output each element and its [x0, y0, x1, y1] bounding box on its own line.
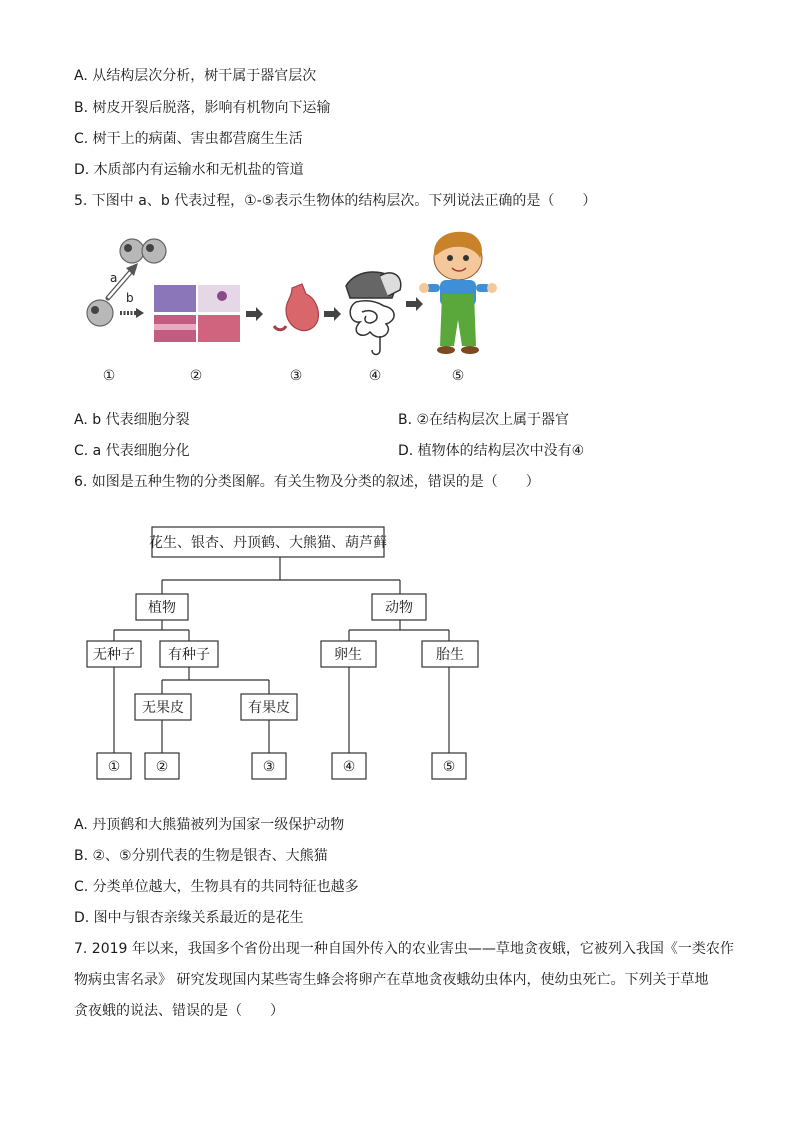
- q6-classification-diagram: [80, 520, 500, 790]
- node-viviparous: 胎生: [436, 647, 464, 663]
- q5-label-3: ③: [289, 368, 303, 384]
- node-no-seed: 无种子: [93, 647, 135, 663]
- leaf-2: ②: [155, 759, 169, 775]
- q6-stem: 6. 如图是五种生物的分类图解。有关生物及分类的叙述，错误的是（ ）: [74, 474, 540, 490]
- arrow-a-label: a: [110, 271, 118, 285]
- q5-label-5: ⑤: [451, 368, 465, 384]
- node-root: 花生、银杏、丹顶鹤、大熊猫、葫芦藓: [149, 535, 387, 551]
- q5-option-c: C. a 代表细胞分化: [74, 443, 190, 459]
- q6-option-d: D. 图中与银杏亲缘关系最近的是花生: [74, 910, 304, 926]
- q5-label-4: ④: [368, 368, 382, 384]
- node-no-pericarp: 无果皮: [142, 700, 184, 716]
- q6-option-c: C. 分类单位越大，生物具有的共同特征也越多: [74, 879, 359, 895]
- node-animals: 动物: [385, 600, 413, 616]
- q5-option-b: B. ②在结构层次上属于器官: [398, 412, 570, 428]
- q6-option-b: B. ②、⑤分别代表的生物是银杏、大熊猫: [74, 848, 328, 864]
- q4-option-c: C. 树干上的病菌、害虫都营腐生生活: [74, 131, 303, 147]
- leaf-5: ⑤: [442, 759, 456, 775]
- cell-icon: [87, 300, 113, 326]
- stomach-icon: [286, 284, 318, 331]
- q5-option-d: D. 植物体的结构层次中没有④: [398, 443, 585, 459]
- q5-label-1: ①: [102, 368, 116, 384]
- q7-line-2: 物病虫害名录》 研究发现国内某些寄生蜂会将卵产在草地贪夜蛾幼虫体内，使幼虫死亡。下列关于草地: [74, 972, 709, 988]
- node-plants: 植物: [148, 600, 176, 616]
- q4-option-d: D. 木质部内有运输水和无机盐的管道: [74, 162, 304, 178]
- q7-line-1: 7. 2019 年以来，我国多个省份出现一种自国外传入的农业害虫——草地贪夜蛾，它被列入我国《一类农作: [74, 941, 734, 957]
- q4-option-b: B. 树皮开裂后脱落，影响有机物向下运输: [74, 100, 331, 116]
- leaf-4: ④: [342, 759, 356, 775]
- node-seed: 有种子: [168, 647, 210, 663]
- two-cells-icon: [120, 239, 166, 263]
- digestive-system-icon: [346, 272, 401, 355]
- q5-label-2: ②: [189, 368, 203, 384]
- q5-option-a: A. b 代表细胞分裂: [74, 412, 190, 428]
- leaf-3: ③: [262, 759, 276, 775]
- q5-figure: [80, 228, 500, 368]
- node-oviparous: 卵生: [334, 647, 362, 663]
- q7-line-3: 贪夜蛾的说法、错误的是（ ）: [74, 1003, 284, 1019]
- node-pericarp: 有果皮: [248, 700, 290, 716]
- q6-option-a: A. 丹顶鹤和大熊猫被列为国家一级保护动物: [74, 817, 345, 833]
- q4-option-a: A. 从结构层次分析，树干属于器官层次: [74, 68, 317, 84]
- tissue-images-icon: [154, 285, 240, 342]
- leaf-1: ①: [107, 759, 121, 775]
- q5-stem: 5. 下图中 a、b 代表过程，①-⑤表示生物体的结构层次。下列说法正确的是（ ）: [74, 193, 597, 209]
- arrow-b-label: b: [126, 291, 134, 305]
- child-cartoon-icon: [419, 232, 497, 354]
